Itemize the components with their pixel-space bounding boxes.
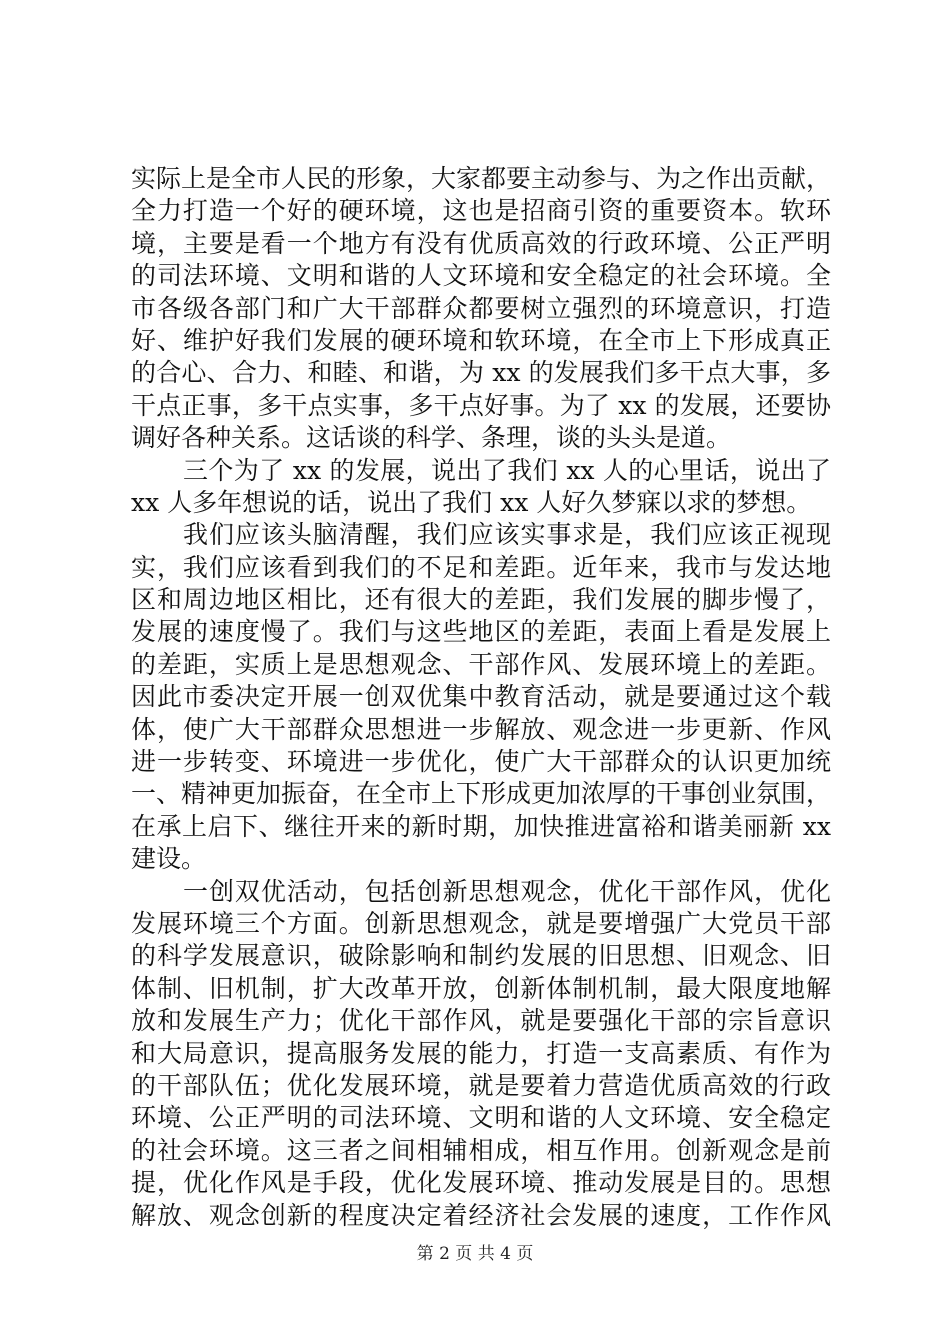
text-line: 好、维护好我们发展的硬环境和软环境，在全市上下形成真正 [131, 325, 831, 355]
text-line: 环境、公正严明的司法环境、文明和谐的人文环境、安全稳定 [131, 1103, 831, 1133]
text-line: 境，主要是看一个地方有没有优质高效的行政环境、公正严明 [131, 228, 831, 258]
text-line: 的司法环境、文明和谐的人文环境和安全稳定的社会环境。全 [131, 261, 831, 291]
text-line: 市各级各部门和广大干部群众都要树立强烈的环境意识，打造 [131, 293, 831, 323]
text-line: 一、精神更加振奋，在全市上下形成更加浓厚的干事创业氛围， [131, 779, 832, 809]
text-line: xx 人多年想说的话，说出了我们 xx 人好久梦寐以求的梦想。 [131, 487, 812, 517]
text-line: 因此市委决定开展一创双优集中教育活动，就是要通过这个载 [131, 682, 831, 712]
text-line: 进一步转变、环境进一步优化，使广大干部群众的认识更加统 [131, 747, 831, 777]
text-line: 体制、旧机制，扩大改革开放，创新体制机制，最大限度地解 [131, 973, 831, 1003]
text-line: 全力打造一个好的硬环境，这也是招商引资的重要资本。软环 [131, 196, 831, 226]
text-line: 在承上启下、继往开来的新时期，加快推进富裕和谐美丽新 xx [131, 811, 831, 841]
text-line: 的干部队伍；优化发展环境，就是要着力营造优质高效的行政 [131, 1070, 831, 1100]
text-line: 发展的速度慢了。我们与这些地区的差距，表面上看是发展上 [131, 617, 831, 647]
text-line: 放和发展生产力；优化干部作风，就是要强化干部的宗旨意识 [131, 1006, 831, 1036]
text-line: 提，优化作风是手段，优化发展环境、推动发展是目的。思想 [131, 1168, 831, 1198]
body-text [131, 163, 831, 1232]
page-footer: 第 2 页 共 4 页 [416, 1244, 534, 1264]
text-line: 干点正事，多干点实事，多干点好事。为了 xx 的发展，还要协 [131, 390, 831, 420]
text-line: 的合心、合力、和睦、和谐，为 xx 的发展我们多干点大事，多 [131, 358, 831, 388]
text-line: 的社会环境。这三者之间相辅相成，相互作用。创新观念是前 [131, 1135, 831, 1165]
text-line: 建设。 [131, 844, 207, 874]
text-line: 的差距，实质上是思想观念、干部作风、发展环境上的差距。 [131, 649, 831, 679]
text-line: 一创双优活动，包括创新思想观念，优化干部作风，优化 [183, 876, 831, 906]
text-line: 体，使广大干部群众思想进一步解放、观念进一步更新、作风 [131, 714, 831, 744]
text-line: 的科学发展意识，破除影响和制约发展的旧思想、旧观念、旧 [131, 941, 831, 971]
text-line: 实，我们应该看到我们的不足和差距。近年来，我市与发达地 [131, 552, 831, 582]
text-line: 调好各种关系。这话谈的科学、条理，谈的头头是道。 [131, 423, 732, 453]
text-line: 发展环境三个方面。创新思想观念，就是要增强广大党员干部 [131, 908, 831, 938]
text-line: 区和周边地区相比，还有很大的差距，我们发展的脚步慢了， [131, 585, 831, 615]
text-line: 我们应该头脑清醒，我们应该实事求是，我们应该正视现 [183, 520, 831, 550]
text-line: 和大局意识，提高服务发展的能力，打造一支高素质、有作为 [131, 1038, 831, 1068]
text-line: 三个为了 xx 的发展，说出了我们 xx 人的心里话，说出了 [183, 455, 831, 485]
text-line: 解放、观念创新的程度决定着经济社会发展的速度，工作作风 [131, 1200, 831, 1230]
text-line: 实际上是全市人民的形象，大家都要主动参与、为之作出贡献， [131, 164, 832, 193]
